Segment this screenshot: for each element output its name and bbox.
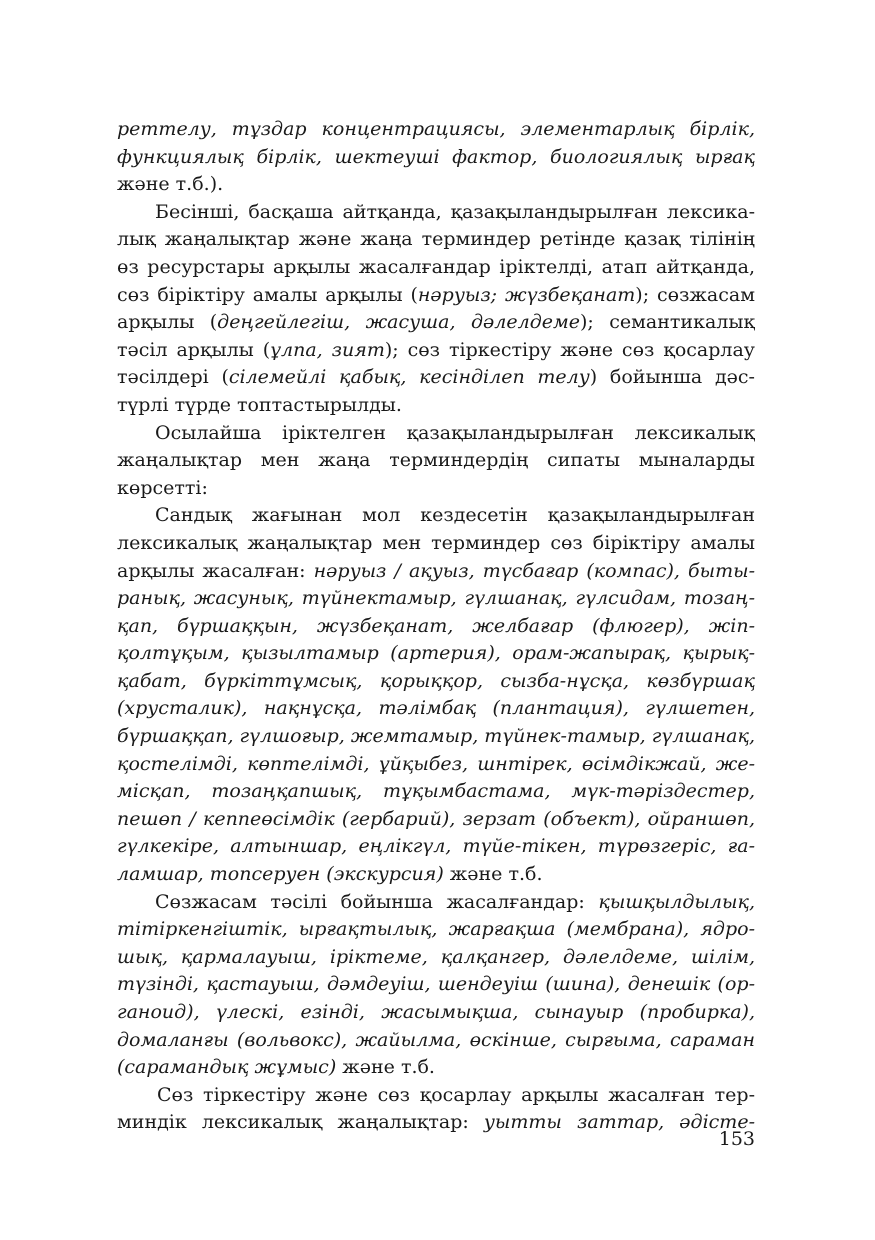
text-line bbox=[117, 558, 755, 586]
italic-term: қолтұқым, қызылтамыр (артерия), орам-жапырақ, қырық- bbox=[117, 642, 755, 665]
text-segment: сөз біріктіру амалы арқылы ( bbox=[117, 283, 418, 306]
italic-term: нәруыз; жүзбеқанат bbox=[417, 283, 636, 306]
text-line bbox=[117, 1082, 755, 1110]
text-line bbox=[117, 585, 755, 613]
italic-term: ламшар, топсеруен (экскурсия) bbox=[117, 863, 444, 886]
text-segment: өз ресурстары арқылы жасалғандар іріктелді, атап айтқанда, bbox=[117, 255, 755, 278]
italic-term: (сарамандық жұмыс) bbox=[117, 1056, 337, 1079]
italic-term: қап, бүршаққын, жүзбеқанат, желбағар (флюгер), жіп- bbox=[117, 614, 755, 637]
text-line bbox=[117, 1027, 755, 1055]
italic-term: ганоид), үлескі, езінді, жасымықша, сынауыр (пробирка), bbox=[117, 1001, 755, 1023]
text-segment: Сандық жағынан мол кездесетін қазақыландырылған bbox=[155, 504, 755, 527]
text-line bbox=[117, 337, 755, 365]
text-segment: лексикалық жаңалықтар мен терминдер сөз біріктіру амалы bbox=[117, 531, 755, 554]
italic-term: функциялық бірлік, шектеуші фактор, биологиялық ырғақ bbox=[117, 145, 755, 168]
text-segment: ); сөзжасам bbox=[635, 283, 755, 306]
italic-term: түзінді, қастауыш, дәмдеуіш, шендеуіш (шина), денешік (ор- bbox=[117, 973, 755, 996]
text-segment: арқылы ( bbox=[117, 311, 218, 334]
text-line bbox=[117, 833, 755, 861]
text-line bbox=[117, 916, 755, 944]
text-line bbox=[117, 226, 755, 254]
text-segment: Бесінші, басқаша айтқанда, қазақыландырылған лексика- bbox=[155, 200, 755, 223]
text-line bbox=[117, 447, 755, 475]
text-segment: жаңалықтар мен жаңа терминдердің сипаты мыналарды bbox=[117, 449, 755, 472]
italic-term: қостелімді, көптелімді, ұйқыбез, шнтірек, өсімдікжай, же- bbox=[117, 752, 755, 775]
text-line bbox=[117, 668, 755, 696]
italic-term: ұлпа, зият bbox=[270, 338, 385, 361]
text-line bbox=[117, 778, 755, 806]
page-body bbox=[117, 116, 755, 1137]
text-line bbox=[117, 640, 755, 668]
text-line bbox=[117, 199, 755, 227]
text-line bbox=[117, 971, 755, 999]
text-segment: ); сөз тіркестіру және сөз қосарлау bbox=[384, 338, 755, 361]
italic-term: қабат, бүркіттұмсық, қорыққор, сызба-нұсқа, көзбүршақ bbox=[117, 669, 755, 692]
text-line bbox=[117, 723, 755, 751]
text-line bbox=[117, 806, 755, 834]
text-line bbox=[117, 392, 755, 420]
italic-term: пешөп / кеппеөсімдік (гербарий), зерзат (объект), ойраншөп, bbox=[117, 807, 755, 830]
text-segment: тәсілдері ( bbox=[117, 366, 229, 389]
text-segment: миндік лексикалық жаңалықтар: bbox=[117, 1111, 484, 1134]
italic-term: шық, қармалауыш, іріктеме, қалқангер, дәлелдеме, шілім, bbox=[117, 945, 755, 968]
text-line bbox=[117, 282, 755, 310]
text-segment: және т.б. bbox=[443, 863, 543, 886]
text-line bbox=[117, 420, 755, 448]
italic-term: місқап, тозаңқапшық, тұқымбастама, мүк-тәріздестер, bbox=[117, 780, 755, 803]
text-line bbox=[117, 475, 755, 503]
text-segment: ) бойынша дәс- bbox=[589, 366, 755, 389]
text-line bbox=[117, 502, 755, 530]
italic-term: сілемейлі қабық, кесінділеп телу bbox=[228, 366, 590, 389]
text-line bbox=[117, 999, 755, 1027]
text-segment: және т.б. bbox=[336, 1056, 435, 1079]
text-line bbox=[117, 861, 755, 889]
italic-term: тітіркенгіштік, ырғақтылық, жарғақша (мембрана), ядро- bbox=[117, 918, 755, 941]
text-line bbox=[117, 144, 755, 172]
italic-term: ранық, жасунық, түйнектамыр, гүлшанақ, гүлсидам, тозаң- bbox=[117, 587, 755, 610]
text-line bbox=[117, 116, 755, 144]
text-segment: тәсіл арқылы ( bbox=[117, 338, 271, 361]
text-segment: Сөз тіркестіру және сөз қосарлау арқылы жасалған тер- bbox=[157, 1083, 755, 1106]
text-line bbox=[117, 944, 755, 972]
text-line bbox=[117, 613, 755, 641]
italic-term: домаланғы (вольвокс), жайылма, өскінше, сырғыма, сараман bbox=[117, 1028, 755, 1051]
text-line bbox=[117, 254, 755, 282]
text-line bbox=[117, 695, 755, 723]
text-line bbox=[117, 1054, 755, 1082]
text-line bbox=[117, 751, 755, 779]
text-segment: Сөзжасам тәсілі бойынша жасалғандар: bbox=[155, 890, 599, 913]
text-line bbox=[117, 309, 755, 337]
italic-term: (хрусталик), нақнұсқа, тәлімбақ (плантация), гүлшетен, bbox=[117, 697, 755, 720]
text-segment: көрсетті: bbox=[117, 476, 208, 499]
text-segment: лық жаңалықтар және жаңа терминдер ретінде қазақ тілінің bbox=[117, 228, 755, 251]
page-number: 153 bbox=[718, 1128, 755, 1150]
text-line bbox=[117, 171, 755, 199]
text-segment: арқылы жасалған: bbox=[117, 559, 314, 582]
text-segment: түрлі түрде топтастырылды. bbox=[117, 393, 402, 416]
italic-term: реттелу, тұздар концентрациясы, элементарлық бірлік, bbox=[117, 118, 755, 140]
text-line bbox=[117, 889, 755, 917]
italic-term: бүршаққап, гүлшоғыр, жемтамыр, түйнек-тамыр, гүлшанақ, bbox=[117, 725, 755, 748]
italic-term: нәруыз / ақуыз, түсбағар (компас), быты- bbox=[313, 559, 755, 582]
text-segment: ); семантикалық bbox=[579, 311, 755, 334]
text-line bbox=[117, 530, 755, 558]
text-line bbox=[117, 1109, 755, 1137]
text-segment: және т.б.). bbox=[117, 173, 224, 196]
italic-term: қышқылдылық, bbox=[598, 890, 755, 913]
italic-term: гүлкекіре, алтыншар, еңлікгүл, түйе-тікен, түрөзгеріс, ға- bbox=[117, 835, 755, 858]
text-segment: Осылайша іріктелген қазақыландырылған лексикалық bbox=[155, 421, 755, 444]
italic-term: деңгейлегіш, жасуша, дәлелдеме bbox=[217, 311, 580, 334]
italic-term: уытты заттар, әдісте- bbox=[483, 1111, 755, 1134]
text-line bbox=[117, 364, 755, 392]
